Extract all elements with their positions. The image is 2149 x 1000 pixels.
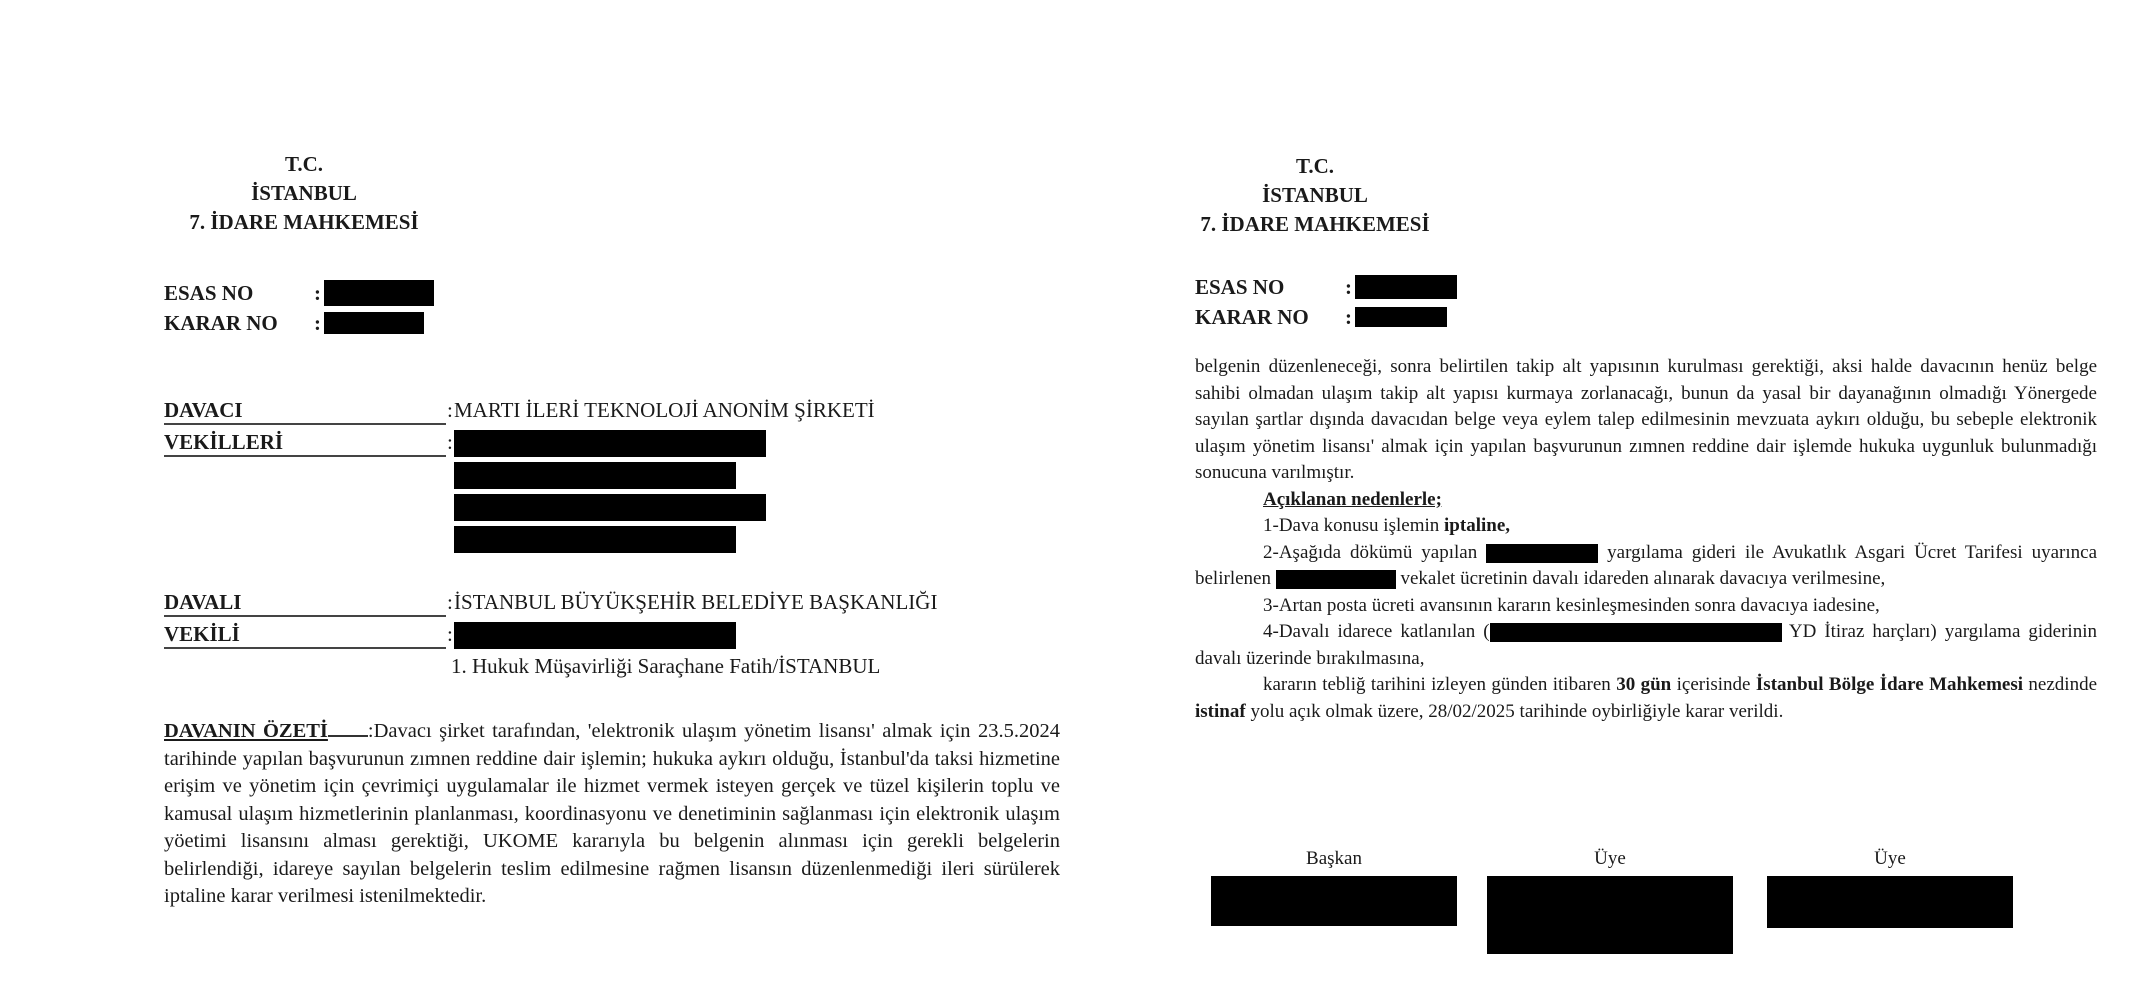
davaci-value: MARTI İLERİ TEKNOLOJİ ANONİM ŞİRKETİ xyxy=(454,398,875,422)
final-f: istinaf xyxy=(1195,700,1246,722)
signature-uye-1 xyxy=(1487,848,1733,954)
vekilleri-colon: : xyxy=(447,430,453,454)
reasons-heading xyxy=(1195,487,2097,514)
decision-body xyxy=(1195,354,2097,725)
redacted-esas-no xyxy=(324,280,434,306)
vekilleri-label: VEKİLLERİ xyxy=(164,430,446,457)
redacted-amount-3 xyxy=(1490,623,1782,642)
redacted-karar-no xyxy=(1355,307,1447,327)
header-tc: T.C. xyxy=(1295,154,1335,178)
final-paragraph xyxy=(1195,672,2097,725)
final-b: 30 gün xyxy=(1616,674,1672,695)
header-city: İSTANBUL xyxy=(251,181,357,205)
redacted-vekili xyxy=(454,622,736,655)
summary-text: :Davacı şirket tarafından, 'elektronik ulaşım yönetim lisansı' almak için 23.5.2024 tarihinde yapılan başvurunun zımnen reddine dair işlemin; hukuka aykırı olduğu, İstanbul'da taksi hizmetine erişim ve yönetim için çevrimiçi uygulamalar ile hizmet vermek isteyen gerçek ve tüzel kişilerin toplu ve kamusal ulaşım hizmetlerinin planlanması, koordinasyonu ve denetiminin sağlanması için elektronik ulaşım yöetimi lisansını alması gerektiği, UKOME kararıyla bu belgenin alınması için gerekli belgelerin belirlendiği, idareye sayılan belgelerin teslim edilmesine rağmen lisansın düzenlenmediği ileri sürülerek iptaline karar verilmesi istenilmektedir. xyxy=(164,720,1060,907)
esas-no-row xyxy=(1195,272,1457,302)
case-summary xyxy=(164,718,1060,911)
esas-no-label: ESAS NO xyxy=(164,280,254,305)
vekilleri-row-2 xyxy=(164,462,1024,494)
item1-bold: iptaline, xyxy=(1444,515,1510,536)
davaci-label: DAVACI xyxy=(164,398,446,425)
final-e: nezdinde xyxy=(2023,674,2097,695)
reasons-label: Açıklanan nedenlerle; xyxy=(1263,488,1442,510)
davaci-row xyxy=(164,398,1024,430)
karar-colon: : xyxy=(314,310,321,335)
redacted-vekil-3 xyxy=(454,494,766,527)
redacted-esas-no xyxy=(1355,275,1457,299)
final-a: kararın tebliğ tarihini izleyen günden itibaren xyxy=(1263,674,1617,695)
esas-colon: : xyxy=(1345,274,1352,299)
karar-no-row xyxy=(1195,302,1457,332)
vekilleri-row-3 xyxy=(164,494,1024,526)
redacted-amount-2 xyxy=(1276,570,1396,589)
sig-baskan-title: Başkan xyxy=(1306,848,1362,869)
karar-colon: : xyxy=(1345,304,1352,329)
item-3: 3-Artan posta ücreti avansının kararın kesinleşmesinden sonra davacıya iadesine, xyxy=(1263,594,1880,616)
body-paragraph: belgenin düzenleneceği, sonra belirtilen takip alt yapısının kurulması gerektiği, aksi halde davacının henüz belge sahibi olmadan ulaşım takip alt yapısı kurmaya zorlanacağı, bunun da yasal bir dayanağının olmadığı Yönergede sayılan şartlar dışında davacıdan belge veya eylem talep edilmesinin mevzuata aykırı olduğu, bu sebeple elektronik ulaşım yönetim lisansı' almak için yapılan başvurunun zımnen reddine dair işlemde hukuka uygunluk bulunmadığı sonucuna varılmıştır. xyxy=(1195,356,2097,483)
header-city: İSTANBUL xyxy=(1262,183,1368,207)
davali-value: İSTANBUL BÜYÜKŞEHİR BELEDİYE BAŞKANLIĞI xyxy=(454,590,938,614)
redacted-signature-baskan xyxy=(1211,876,1457,926)
esas-colon: : xyxy=(314,280,321,305)
esas-no-label: ESAS NO xyxy=(1195,274,1285,299)
davali-label: DAVALI xyxy=(164,590,446,617)
redacted-amount-1 xyxy=(1486,544,1598,563)
final-c: içerisinde xyxy=(1671,674,1756,695)
esas-no-row xyxy=(164,278,434,308)
davali-row xyxy=(164,590,1024,622)
vekilleri-row xyxy=(164,430,1024,462)
item-2 xyxy=(1195,540,2097,593)
item2-text-c: vekalet ücretinin davalı idareden alınarak davacıya verilmesine, xyxy=(1395,568,1886,589)
vekili-address: 1. Hukuk Müşavirliği Saraçhane Fatih/İSTANBUL xyxy=(451,654,881,678)
header-court: 7. İDARE MAHKEMESİ xyxy=(1200,212,1430,236)
court-header xyxy=(172,150,436,237)
signature-baskan xyxy=(1211,848,1457,926)
case-numbers xyxy=(1195,272,1457,332)
item4-text-b: YD İtiraz harçları) yargılama giderinin davalı üzerinde bırakılmasına, xyxy=(1195,621,2097,669)
karar-no-label: KARAR NO xyxy=(164,310,278,335)
final-g: yolu açık olmak üzere, 28/02/2025 tarihinde oybirliğiyle karar verildi. xyxy=(1245,700,1784,722)
header-court: 7. İDARE MAHKEMESİ xyxy=(189,210,419,234)
signature-uye-2 xyxy=(1767,848,2013,928)
final-d: İstanbul Bölge İdare Mahkemesi xyxy=(1755,674,2024,695)
sig-uye2-title: Üye xyxy=(1874,848,1906,869)
vekili-label: VEKİLİ xyxy=(164,622,446,649)
case-numbers xyxy=(164,278,434,338)
item2-text-a: 2-Aşağıda dökümü yapılan xyxy=(1263,541,1487,563)
redacted-vekil-2 xyxy=(454,462,736,495)
item4-text-a: 4-Davalı idarece katlanılan ( xyxy=(1263,621,1490,642)
karar-no-label: KARAR NO xyxy=(1195,304,1309,329)
vekili-address-row xyxy=(164,654,1024,686)
vekili-row xyxy=(164,622,1024,654)
document-page-right xyxy=(1075,0,2149,1000)
redacted-vekil-1 xyxy=(454,430,766,463)
summary-label: DAVANIN ÖZETİ xyxy=(164,720,328,742)
redacted-signature-uye-2 xyxy=(1767,876,2013,928)
vekili-colon: : xyxy=(447,622,453,646)
redacted-vekil-4 xyxy=(454,526,736,559)
davaci-colon: : xyxy=(447,398,453,422)
sig-uye1-title: Üye xyxy=(1594,848,1626,869)
item-1 xyxy=(1195,513,2097,540)
defendant-section xyxy=(164,590,1024,686)
karar-no-row xyxy=(164,308,434,338)
header-tc: T.C. xyxy=(284,152,324,176)
court-header xyxy=(1195,152,1435,239)
parties-section xyxy=(164,398,1024,558)
item-4 xyxy=(1195,619,2097,672)
redacted-karar-no xyxy=(324,312,424,334)
vekilleri-row-4 xyxy=(164,526,1024,558)
davali-colon: : xyxy=(447,590,453,614)
item2-text-b: yargılama gideri ile Avukatlık Asgari Ücret Tarifesi uyarınca belirlenen xyxy=(1195,541,2098,589)
item1-text: 1-Dava konusu işlemin xyxy=(1263,515,1445,536)
redacted-signature-uye-1 xyxy=(1487,876,1733,954)
